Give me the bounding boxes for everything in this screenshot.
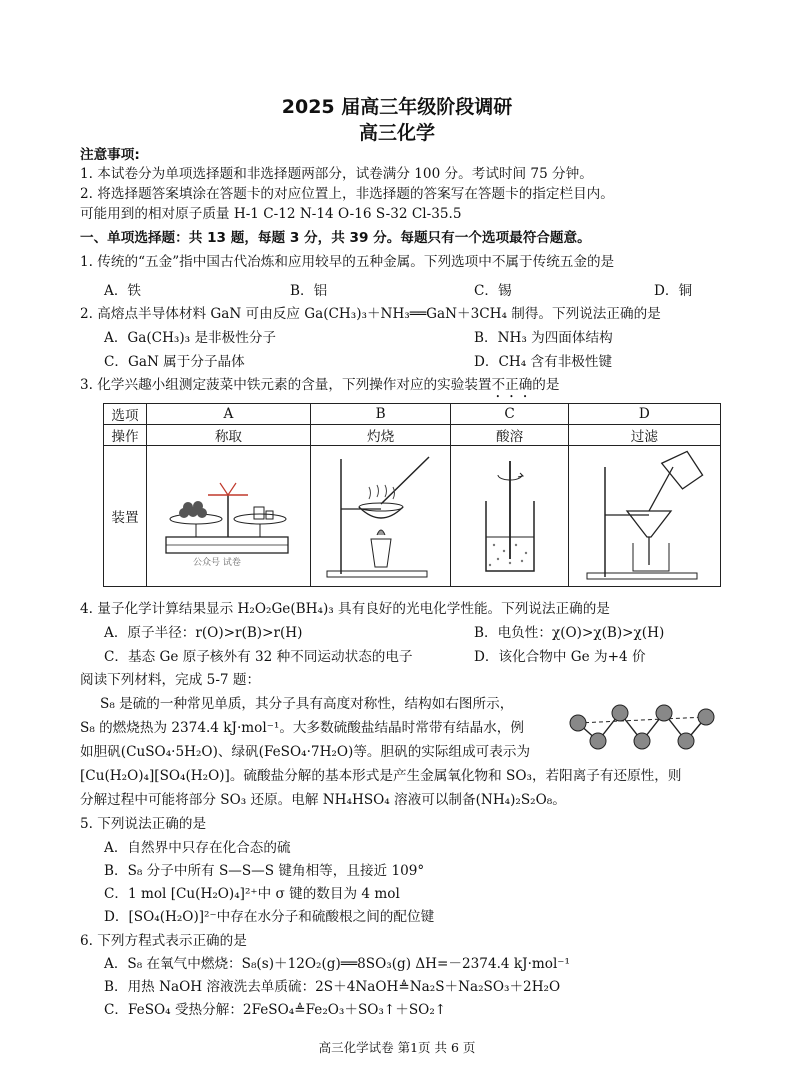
table-header-c: C <box>451 404 568 425</box>
q1-stem: 1. 传统的“五金”指中国古代冶炼和应用较早的五种金属。下列选项中不属于传统五金的是 <box>80 254 615 270</box>
q3-apparatus-table <box>103 403 721 587</box>
q4-stem: 4. 量子化学计算结果显示 H₂O₂Ge(BH₄)₃ 具有良好的光电化学性能。下列说法正确的是 <box>80 601 610 617</box>
reading-line-4: [Cu(H₂O)₄][SO₄(H₂O)]。硫酸盐分解的基本形式是产生金属氧化物和 SO₃，若阳离子有还原性，则 <box>80 768 682 784</box>
watermark-text: 公众号 试卷 <box>193 558 242 568</box>
q4-option-d: D．该化合物中 Ge 为+4 价 <box>474 649 646 665</box>
reading-intro: 阅读下列材料，完成 5-7 题： <box>80 672 261 688</box>
page-footer: 高三化学试卷 第1页 共 6 页 <box>318 1040 476 1055</box>
section1-heading: 一、单项选择题：共 13 题，每题 3 分，共 39 分。每题只有一个选项最符合题意。 <box>80 230 591 246</box>
q5-option-c: C．1 mol [Cu(H₂O)₄]²⁺中 σ 键的数目为 4 mol <box>104 886 400 902</box>
q5-option-d: D．[SO₄(H₂O)]²⁻中存在水分子和硫酸根之间的配位键 <box>104 909 435 925</box>
q6-option-c: C．FeSO₄ 受热分解：2FeSO₄≜Fe₂O₃＋SO₃↑＋SO₂↑ <box>104 1002 447 1018</box>
atomic-masses: 可能用到的相对原子质量 H-1 C-12 N-14 O-16 S-32 Cl-35.5 <box>80 206 462 222</box>
q4-option-c: C．基态 Ge 原子核外有 32 种不同运动状态的电子 <box>104 649 413 665</box>
reading-line-3: 如胆矾(CuSO₄·5H₂O)、绿矾(FeSO₄·7H₂O)等。胆矾的实际组成可表示为 <box>80 744 531 760</box>
q2-option-c: C．GaN 属于分子晶体 <box>104 354 245 370</box>
q3-stem-emphasis: 不正确 <box>491 377 533 393</box>
q1-option-d: D．铜 <box>654 283 693 299</box>
q4-option-a: A．原子半径：r(O)>r(B)>r(H) <box>104 625 303 641</box>
q6-option-a: A．S₈ 在氧气中燃烧：S₈(s)＋12O₂(g)══8SO₃(g) ΔH=－2374.4 kJ·mol⁻¹ <box>104 956 570 972</box>
apparatus-crucible <box>310 446 451 587</box>
q3-stem <box>80 375 734 401</box>
apparatus-balance <box>147 446 311 587</box>
q2-stem: 2. 高熔点半导体材料 GaN 可由反应 Ga(CH₃)₃＋NH₃══GaN＋3CH₄ 制得。下列说法正确的是 <box>80 306 661 322</box>
exam-title: 2025 届高三年级阶段调研 <box>281 96 513 118</box>
apparatus-beaker <box>451 446 568 587</box>
q2-option-a: A．Ga(CH₃)₃ 是非极性分子 <box>104 330 277 346</box>
q3-stem-pre: 3. 化学兴趣小组测定菠菜中铁元素的含量，下列操作对应的实验装置 <box>80 377 492 393</box>
q4-option-b: B．电负性：χ(O)>χ(B)>χ(H) <box>474 625 665 641</box>
q1-option-b: B．铝 <box>290 283 328 299</box>
operation-filtration: 过滤 <box>568 425 720 446</box>
balance-icon <box>158 459 298 569</box>
q6-stem: 6. 下列方程式表示正确的是 <box>80 933 247 949</box>
s8-structure-diagram <box>566 695 716 757</box>
q6-option-b: B．用热 NaOH 溶液洗去单质硫：2S＋4NaOH≜Na₂S＋Na₂SO₃＋2H₂O <box>104 979 561 995</box>
operation-weighing: 称取 <box>147 425 311 446</box>
notice-heading: 注意事项: <box>80 147 140 163</box>
crucible-burner-icon <box>321 449 441 579</box>
table-apparatus-label: 装置 <box>104 446 147 587</box>
reading-line-5: 分解过程中可能将部分 SO₃ 还原。电解 NH₄HSO₄ 溶液可以制备(NH₄)₂S₂O₈。 <box>80 792 566 808</box>
notice-item-1: 1. 本试卷分为单项选择题和非选择题两部分，试卷满分 100 分。考试时间 75 分钟。 <box>80 166 593 182</box>
table-operation-label: 操作 <box>104 425 147 446</box>
table-header-a: A <box>147 404 311 425</box>
operation-acid-dissolve: 酸溶 <box>451 425 568 446</box>
q5-option-b: B．S₈ 分子中所有 S—S—S 键角相等，且接近 109° <box>104 863 425 879</box>
table-header-option: 选项 <box>104 404 147 425</box>
q3-stem-post: 的是 <box>532 377 560 393</box>
table-header-b: B <box>310 404 451 425</box>
q2-option-b: B．NH₃ 为四面体结构 <box>474 330 613 346</box>
beaker-stirring-icon <box>460 449 560 579</box>
exam-subtitle: 高三化学 <box>358 122 435 144</box>
reading-line-1: S₈ 是硫的一种常见单质，其分子具有高度对称性，结构如右图所示， <box>100 696 514 712</box>
q5-stem: 5. 下列说法正确的是 <box>80 816 207 832</box>
table-header-d: D <box>568 404 720 425</box>
q2-option-d: D．CH₄ 含有非极性键 <box>474 354 613 370</box>
q1-option-a: A．铁 <box>104 283 142 299</box>
apparatus-filter <box>568 446 720 587</box>
operation-burning: 灼烧 <box>310 425 451 446</box>
q1-option-c: C．锡 <box>474 283 512 299</box>
reading-line-2: S₈ 的燃烧热为 2374.4 kJ·mol⁻¹。大多数硫酸盐结晶时常带有结晶水，例 <box>80 720 524 736</box>
notice-item-2: 2. 将选择题答案填涂在答题卡的对应位置上，非选择题的答案写在答题卡的指定栏目内。 <box>80 186 614 202</box>
filtration-icon <box>579 447 709 582</box>
q5-option-a: A．自然界中只存在化合态的硫 <box>104 840 291 856</box>
